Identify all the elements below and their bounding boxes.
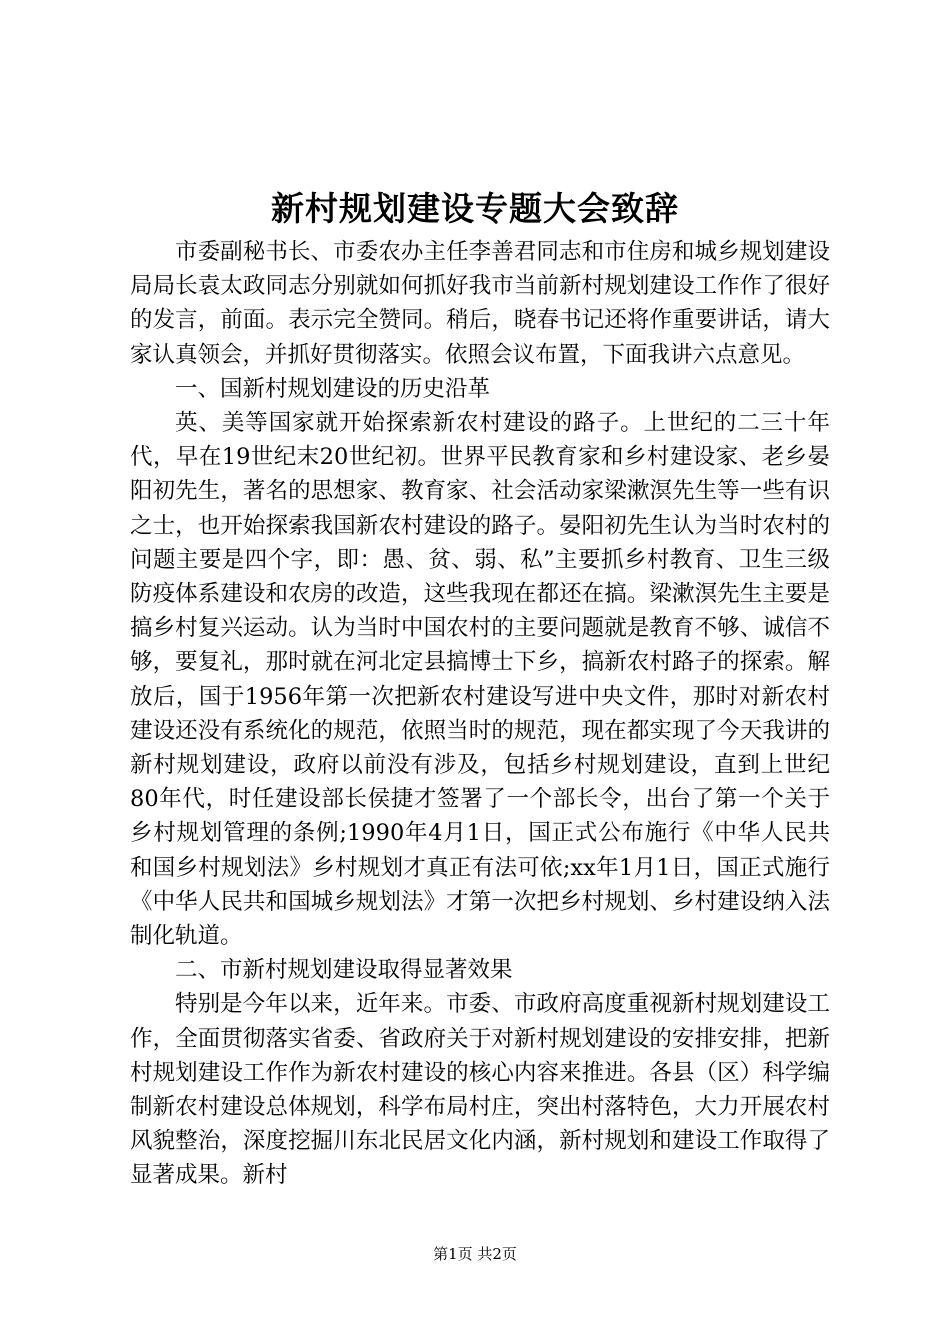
paragraph-intro: 市委副秘书长、市委农办主任李善君同志和市住房和城乡规划建设局局长袁太政同志分别就如何抓好我市当前新村规划建设工作作了很好的发言，前面。表示完全赞同。稍后，晓春书记还将作重要讲话，请大家认真领会，并抓好贯彻落实。依照会议布置，下面我讲六点意见。	[130, 239, 830, 368]
paragraph-history: 英、美等国家就开始探索新农村建设的路子。上世纪的二三十年代，早在19世纪末20世纪初。世界平民教育家和乡村建设家、老乡晏阳初先生，著名的思想家、教育家、社会活动家梁漱溟先生等一些有识之士，也开始探索我国新农村建设的路子。晏阳初先生认为当时农村的问题主要是四个字，即：愚、贫、弱、私”主要抓乡村教育、卫生三级防疫体系建设和农房的改造，这些我现在都还在搞。梁漱溟先生主要是搞乡村复兴运动。认为当时中国农村的主要问题就是教育不够、诚信不够，要复礼，那时就在河北定县搞博士下乡，搞新农村路子的探索。解放后，国于1956年第一次把新农村建设写进中央文件，那时对新农村建设还没有系统化的规范，依照当时的规范，现在都实现了今天我讲的新村规划建设，政府以前没有涉及，包括乡村规划建设，直到上世纪80年代，时任建设部长侯捷才签署了一个部长令，出台了第一个关于乡村规划管理的条例;1990年4月1日，国正式公布施行《中华人民共和国乡村规划法》乡村规划才真正有法可依;xx年1月1日，国正式施行《中华人民共和国城乡规划法》才第一次把乡村规划、乡村建设纳入法制化轨道。	[130, 410, 830, 950]
section-heading-2: 二、市新村规划建设取得显著效果	[175, 957, 513, 984]
section-heading-1: 一、国新村规划建设的历史沿革	[175, 375, 491, 402]
page-footer: 第1页 共2页	[433, 1245, 517, 1263]
paragraph-achievements: 特别是今年以来，近年来。市委、市政府高度重视新村规划建设工作，全面贯彻落实省委、省政府关于对新村规划建设的安排安排，把新村规划建设工作作为新农村建设的核心内容来推进。各县（区）科学编制新农村建设总体规划，科学布局村庄，突出村落特色，大力开展农村风貌整治，深度挖掘川东北民居文化内涵，新村规划和建设工作取得了显著成果。新村	[130, 991, 830, 1189]
document-title: 新村规划建设专题大会致辞	[271, 189, 679, 228]
document-body	[130, 235, 830, 1193]
